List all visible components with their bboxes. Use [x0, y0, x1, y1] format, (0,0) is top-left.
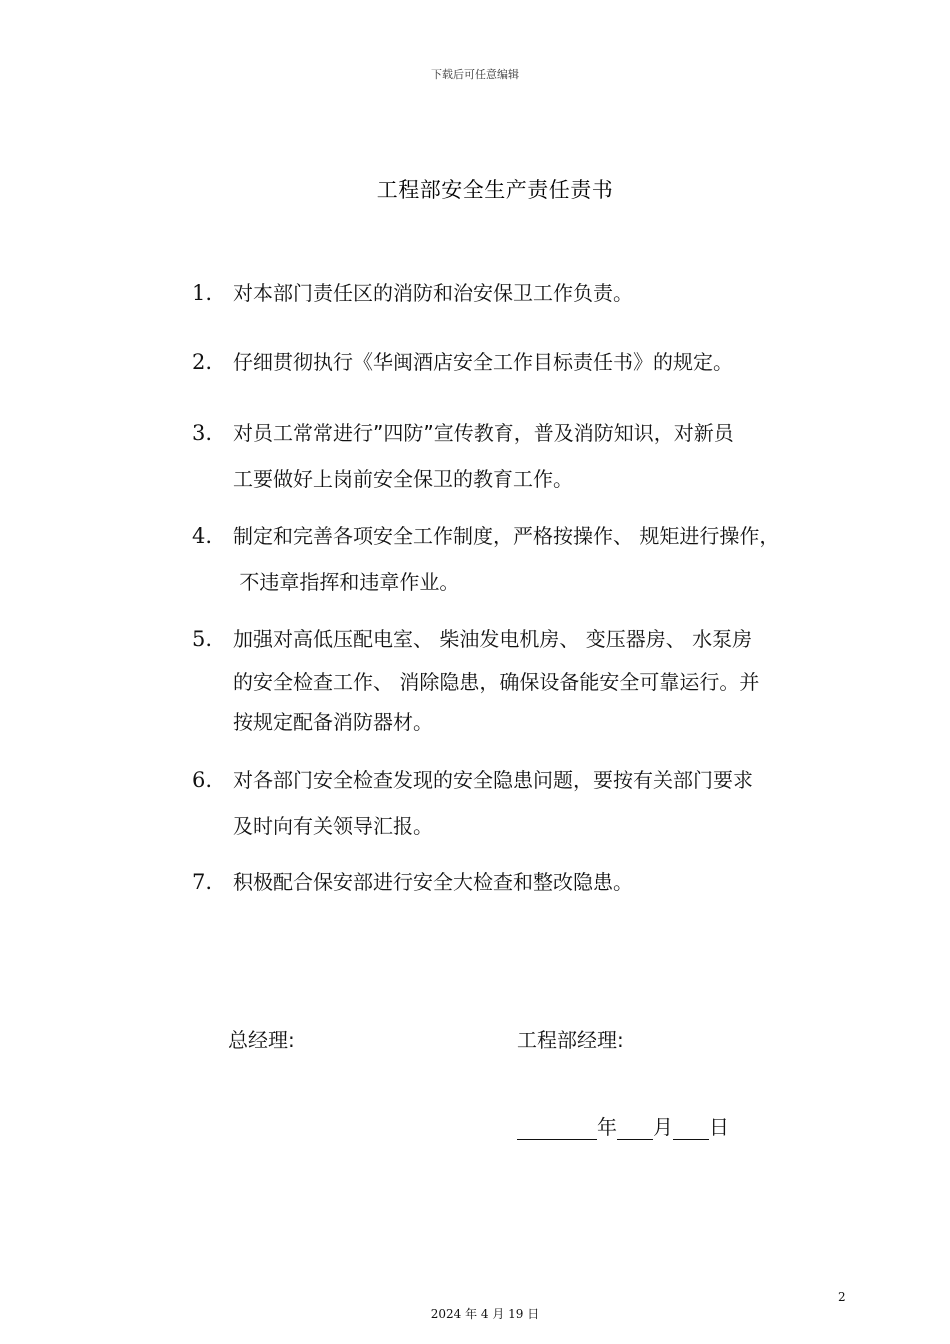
item-number: 6.: [192, 768, 213, 792]
month-label: 月: [653, 1115, 673, 1139]
list-item-5: [192, 616, 872, 742]
item-line: 对各部门安全检查发现的安全隐患问题，要按有关部门要求: [233, 768, 753, 792]
item-line: 不违章指挥和违章作业。: [233, 570, 460, 594]
item-number: 3.: [192, 421, 213, 445]
item-text: [233, 859, 872, 905]
list-item-6: [192, 757, 872, 849]
item-text: [233, 339, 872, 385]
day-label: 日: [709, 1115, 729, 1139]
item-text: [233, 513, 872, 605]
item-line: 积极配合保安部进行安全大检查和整改隐患。: [233, 870, 633, 894]
item-line: 对员工常常进行”四防”宣传教育，普及消防知识，对新员: [233, 421, 734, 445]
item-number: 4.: [192, 524, 213, 548]
year-blank[interactable]: [517, 1115, 597, 1140]
item-line: 仔细贯彻执行《华闽酒店安全工作目标责任书》的规定。: [233, 350, 733, 374]
item-text: [233, 616, 872, 742]
list-item-7: [192, 859, 872, 905]
document-title: 工程部安全生产责任责书: [376, 178, 614, 202]
item-text: [233, 410, 872, 502]
day-blank[interactable]: [673, 1115, 709, 1140]
item-line: 加强对高低压配电室、 柴油发电机房、 变压器房、 水泵房: [233, 627, 753, 651]
month-blank[interactable]: [617, 1115, 653, 1140]
item-line: 按规定配备消防器材。: [233, 710, 433, 734]
item-number: 5.: [192, 627, 213, 651]
list-item-4: [192, 513, 872, 605]
item-text: [233, 270, 872, 316]
item-line: 的安全检查工作、 消除隐患，确保设备能安全可靠运行。并: [233, 670, 760, 694]
item-text: [233, 757, 872, 849]
header-note: 下载后可任意编辑: [431, 68, 519, 81]
item-line: 制定和完善各项安全工作制度，严格按操作、 规矩进行操作，: [233, 524, 780, 548]
item-line: 对本部门责任区的消防和治安保卫工作负责。: [233, 281, 633, 305]
general-manager-signature-label: 总经理:: [228, 1028, 295, 1052]
signature-date-line: [517, 1111, 729, 1140]
engineering-manager-signature-label: 工程部经理:: [517, 1028, 624, 1052]
item-number: 1.: [192, 281, 213, 305]
item-line: 工要做好上岗前安全保卫的教育工作。: [233, 467, 573, 491]
item-number: 2.: [192, 350, 213, 374]
list-item-2: [192, 339, 872, 385]
item-number: 7.: [192, 870, 213, 894]
list-item-3: [192, 410, 872, 502]
list-item-1: [192, 270, 872, 316]
year-label: 年: [597, 1115, 617, 1139]
footer-date: 2024 年 4 月 19 日: [430, 1307, 540, 1321]
item-line: 及时向有关领导汇报。: [233, 814, 433, 838]
page-number: 2: [838, 1290, 846, 1304]
